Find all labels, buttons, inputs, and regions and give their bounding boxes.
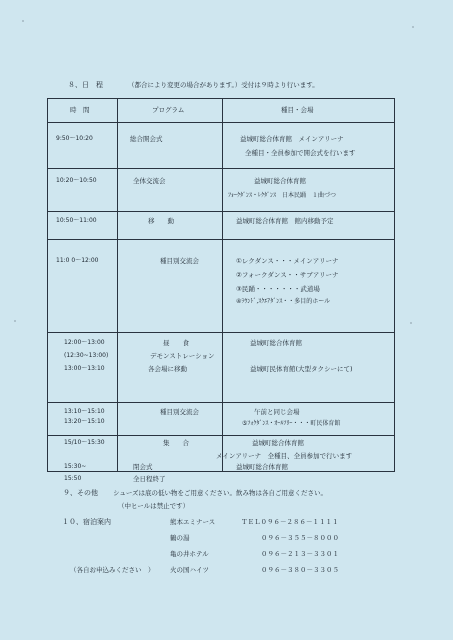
row4-venue-line1: ①レクダンス・・・メインアリーナ: [236, 257, 339, 265]
row6-venue-line2: ⑤ﾌｫｸﾀﾞﾝｽ・ｵｰﾙﾌﾘｰ・・・町民体育館: [242, 420, 341, 427]
hotel-tel: ０９６－３８０－３３０５: [261, 566, 339, 574]
row7-venue-line3: 益城町総合体育館: [236, 463, 288, 471]
scan-speck: [22, 20, 24, 22]
column-divider: [222, 98, 223, 472]
row4-venue-line3: ③民踊・・・・・・・武道場: [236, 285, 320, 293]
row7-program2: 閉会式: [133, 463, 153, 471]
hotel-name: 熊本エミナース: [170, 518, 216, 526]
row-divider: [47, 168, 395, 169]
row5-time2: (12:30~13:00): [64, 352, 109, 359]
hotel-tel: ＴＥＬ０９６－２８６－１１１１: [241, 518, 339, 526]
row1-program: 総合開会式: [130, 135, 163, 143]
section10-heading: １０、宿泊案内: [62, 518, 111, 526]
row6-venue-line1: 午前と同じ会場: [254, 408, 300, 416]
row1-venue-line1: 益城町総合体育館 メインアリーナ: [240, 135, 344, 143]
row5-program2: デモンストレーション: [150, 352, 215, 360]
self-booking-note: （各自お申込みください ）: [70, 566, 155, 574]
row6-program: 種目別交流会: [160, 408, 199, 416]
row1-time: 9:50～10:20: [56, 135, 93, 142]
row-divider: [47, 211, 395, 212]
hotel-name: 亀の井ホテル: [170, 550, 209, 558]
row7-time1: 15/10～15:30: [64, 439, 105, 446]
section8-heading: ８、日 程: [68, 81, 103, 89]
row6-time1: 13:10～15:10: [64, 408, 105, 415]
header-divider: [47, 122, 395, 123]
header-time: 時 間: [70, 106, 90, 114]
row5-time1: 12:00～13:00: [64, 339, 105, 346]
section9-note: （中ヒールは禁止です）: [118, 502, 190, 510]
row4-venue-line4: ④ﾗｳﾝﾄﾞ,ｽｸｴｱﾀﾞﾝｽ・・多目的ホール: [236, 298, 331, 305]
scan-speck: [14, 320, 16, 322]
row5-program3: 各会場に移動: [148, 365, 187, 373]
section9-heading: ９、その他: [63, 489, 98, 497]
section9-text: シューズは底の低い物をご用意ください。飲み物は各自ご用意ください。: [113, 489, 328, 497]
row7-time3: 15:50: [64, 475, 82, 482]
row3-venue-line1: 益城町総合体育館 館内移動予定: [236, 217, 334, 225]
row5-venue-line3: 益城町民体育館(大型タクシーにて): [250, 365, 353, 373]
scan-speck: [410, 322, 412, 324]
row-divider: [47, 332, 395, 333]
row5-time3: 13:00～13:10: [64, 365, 105, 372]
row-divider: [47, 402, 395, 403]
row6-time2: 13:20～15:10: [64, 418, 105, 425]
row2-venue-line2: ﾌｫｰｸﾀﾞﾝｽ・ﾚｸﾀﾞﾝｽ 日本民踊 １曲づつ: [228, 192, 337, 199]
row1-venue-line2: 全種目・全員参加で開会式を行います: [245, 149, 356, 157]
row7-time2: 15:30~: [64, 463, 87, 470]
row5-program1: 昼 食: [163, 339, 189, 347]
row7-program1: 集 合: [163, 439, 189, 447]
row-divider: [47, 435, 395, 436]
scan-speck: [412, 26, 414, 28]
row7-venue-line2: メインアリーナ 全種目、全員参加で行います: [216, 452, 353, 460]
row7-venue-line1: 益城町総合体育館: [252, 439, 304, 447]
row4-time: 11:0 0～12:00: [56, 257, 99, 264]
hotel-name: 火の国ハイツ: [170, 566, 209, 574]
row7-program3: 全日程終了: [133, 475, 166, 483]
row3-program: 移 動: [148, 217, 174, 225]
column-divider: [117, 98, 118, 472]
row2-time: 10:20～10:50: [56, 177, 97, 184]
header-program: プログラム: [152, 106, 185, 114]
row4-venue-line2: ②フォークダンス・・サブアリーナ: [236, 271, 339, 279]
hotel-name: 鶴の湯: [170, 534, 190, 542]
row2-venue-line1: 益城町総合体育館: [254, 177, 306, 185]
row-divider: [47, 239, 395, 240]
hotel-tel: ０９６－３５５－８０００: [261, 534, 339, 542]
hotel-tel: ０９６－２１３－３３０１: [261, 550, 339, 558]
header-event-venue: 種目・会場: [281, 106, 314, 114]
row4-program: 種目別交流会: [160, 257, 199, 265]
row3-time: 10:50～11:00: [56, 217, 97, 224]
row5-venue-line1: 益城町総合体育館: [250, 339, 302, 347]
section8-note: （都合により変更の場合があります。）受付は９時より行います。: [128, 81, 319, 89]
row2-program: 全体交流会: [133, 177, 166, 185]
